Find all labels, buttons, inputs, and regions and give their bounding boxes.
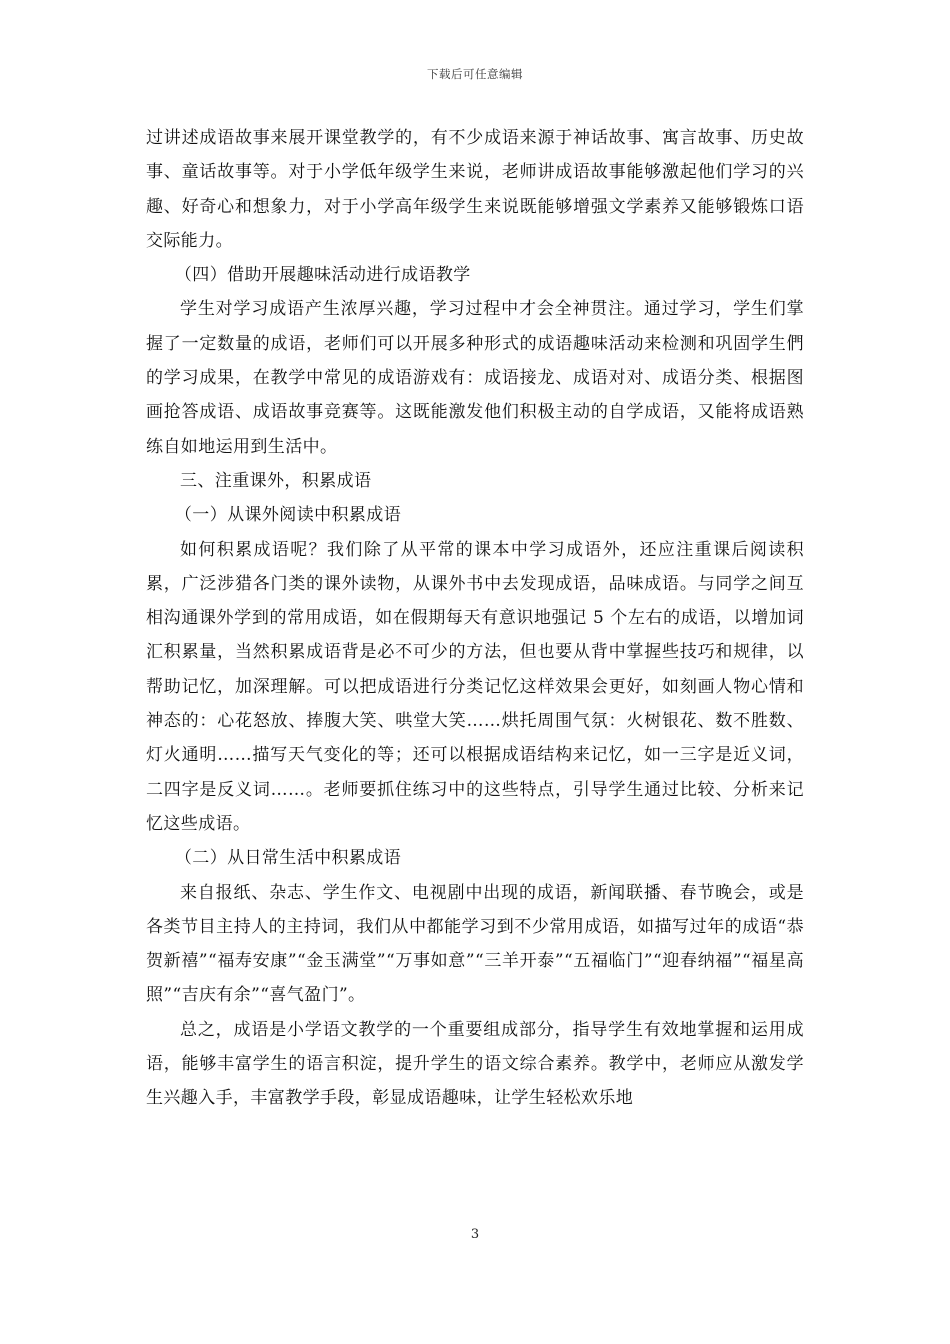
paragraph-extracurricular-reading: 如何积累成语呢？我们除了从平常的课本中学习成语外，还应注重课后阅读积累，广泛涉猎各门类的课外读物，从课外书中去发现成语，品味成语。与同学之间互相沟通课外学到的常用成语，如在假期每天有意识地强记 5 个左右的成语，以增加词汇积累量，当然积累成语背是必不可少的方法，但也要从背中掌握些技巧和规律，以帮助记忆，加深理解。可以把成语进行分类记忆这样效果会更好，如刻画人物心情和神态的：心花怒放、捧腹大笑、哄堂大笑……烘托周围气氛：火树银花、数不胜数、灯火通明……描写天气变化的等；还可以根据成语结构来记忆，如一三字是近义词，二四字是反义词……。老师要抓住练习中的这些特点，引导学生通过比较、分析来记忆这些成语。 xyxy=(146,539,804,834)
paragraph-conclusion: 总之，成语是小学语文教学的一个重要组成部分，指导学生有效地掌握和运用成语，能够丰富学生的语言积淀，提升学生的语文综合素养。教学中，老师应从激发学生兴趣入手，丰富教学手段，彰显成语趣味，让学生轻松欢乐地 xyxy=(146,1019,804,1109)
section-heading-three: 三、注重课外，积累成语 xyxy=(180,470,372,491)
subheading-four: （四）借助开展趣味活动进行成语教学 xyxy=(174,265,471,286)
paragraph-fun-activities: 学生对学习成语产生浓厚兴趣，学习过程中才会全神贯注。通过学习，学生们掌握了一定数量的成语，老师们可以开展多种形式的成语趣味活动来检测和巩固学生們的学习成果，在教学中常见的成语游戏有：成语接龙、成语对对、成语分类、根据图画抢答成语、成语故事竞赛等。这既能激发他们积极主动的自学成语，又能将成语熟练自如地运用到生活中。 xyxy=(146,299,804,457)
subheading-two: （二）从日常生活中积累成语 xyxy=(174,848,402,869)
document-body xyxy=(146,121,804,1116)
paragraph-continued: 过讲述成语故事来展开课堂教学的，有不少成语来源于神话故事、寓言故事、历史故事、童话故事等。对于小学低年级学生来说，老师讲成语故事能够激起他们学习的兴趣、好奇心和想象力，对于小学高年级学生来说既能够增强文学素养又能够锻炼口语交际能力。 xyxy=(146,128,804,251)
page-number: 3 xyxy=(470,1227,480,1242)
subheading-one: （一）从课外阅读中积累成语 xyxy=(174,505,402,526)
page-header: 下载后可任意编辑 xyxy=(427,67,523,81)
paragraph-daily-life: 来自报纸、杂志、学生作文、电视剧中出现的成语，新闻联播、春节晚会，或是各类节目主持人的主持词，我们从中都能学习到不少常用成语，如描写过年的成语“恭贺新禧”“福寿安康”“金玉满堂”“万事如意”“三羊开泰”“五福临门”“迎春纳福”“福星高照”“吉庆有余”“喜气盈门”。 xyxy=(146,882,804,1006)
